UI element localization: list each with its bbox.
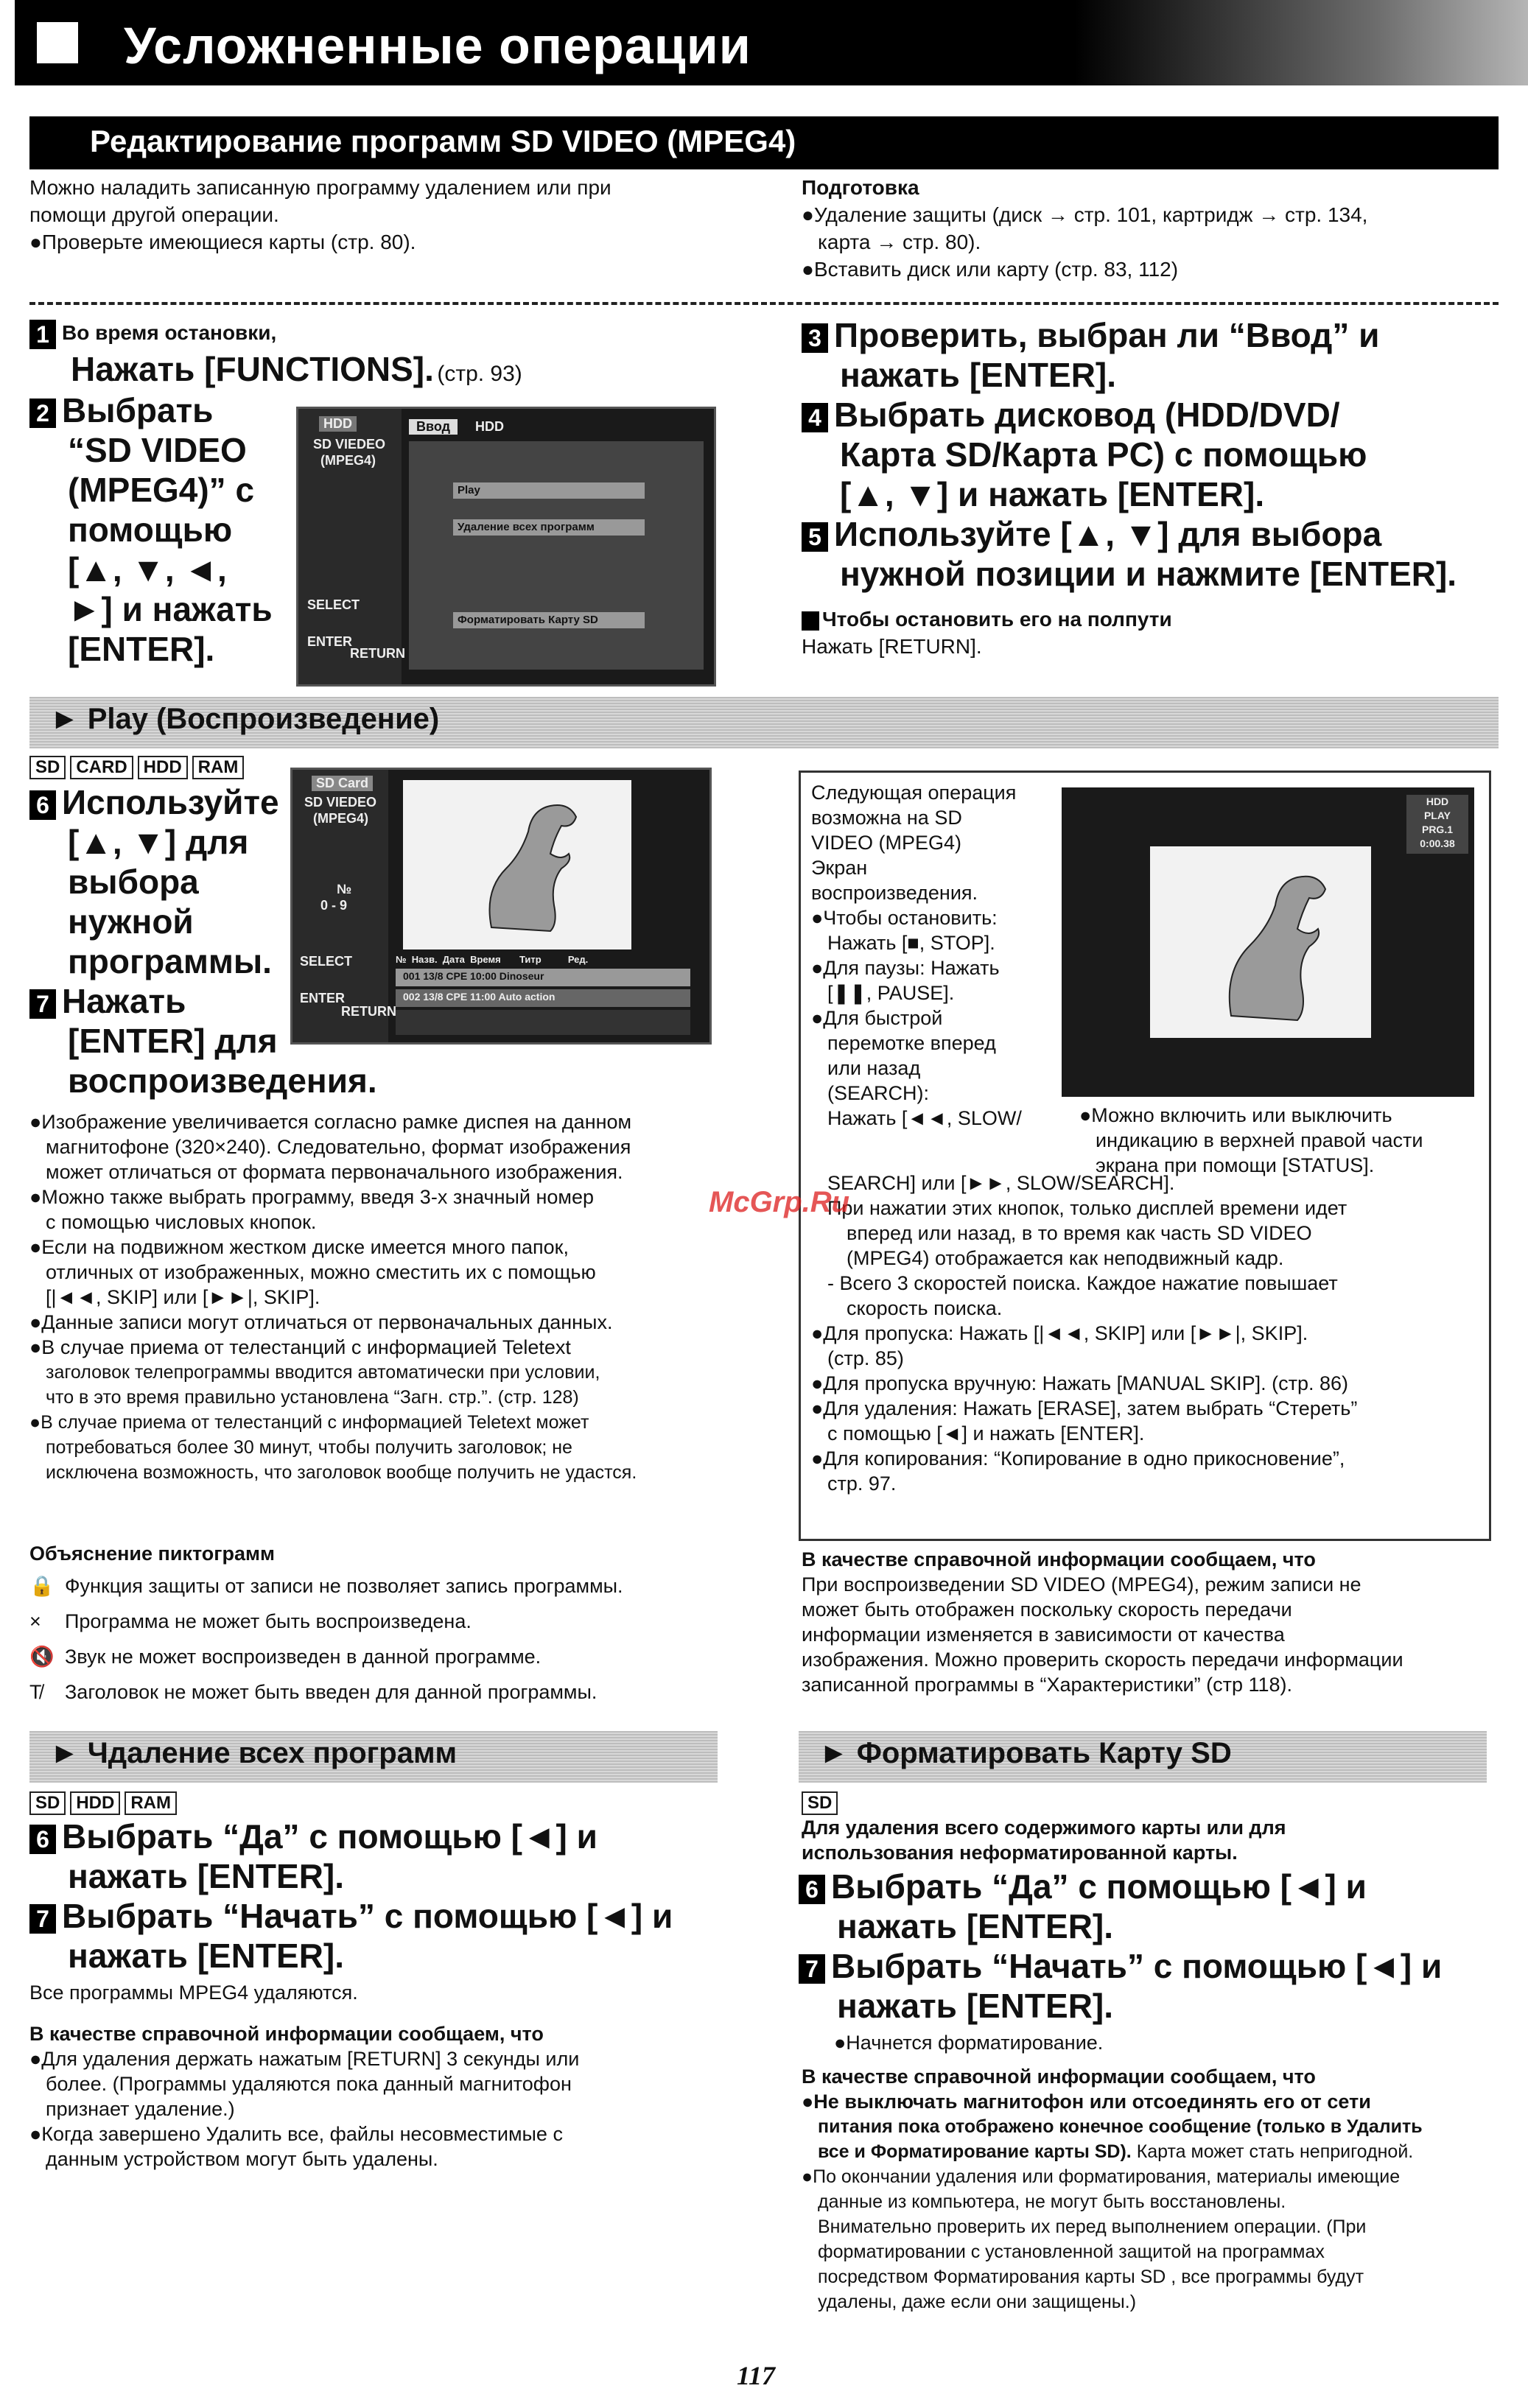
step-line: Выбрать “Да” с помощью [◄] и	[831, 1867, 1367, 1906]
info-line: информации изменяется в зависимости от качества	[802, 1624, 1285, 1646]
box-line: или назад	[827, 1057, 921, 1079]
box-line: возможна на SD	[811, 807, 962, 829]
format-steps	[799, 1867, 1506, 2026]
box-line: ●Чтобы остановить:	[811, 907, 998, 929]
media-tag: RAM	[125, 1791, 177, 1815]
icon-desc: Заголовок не может быть введен для данной программы.	[65, 1681, 597, 1703]
note-line: ●В случае приема от телестанций с информацией Teletext	[29, 1336, 571, 1358]
step-line: Выбрать “Начать” с помощью [◄] и	[62, 1897, 673, 1935]
box-line: - Всего 3 скоростей поиска. Каждое нажатие повышает	[827, 1272, 1338, 1294]
step-line: нажать [ENTER].	[68, 1857, 345, 1895]
note-line: ●В случае приема от телестанций с информацией Teletext может	[29, 1412, 589, 1433]
step-4-line: [▲, ▼] и нажать [ENTER].	[840, 475, 1265, 513]
preview-frame	[1150, 846, 1371, 1038]
step-number: 6	[29, 1825, 56, 1854]
box-line: стр. 97.	[827, 1472, 897, 1495]
box-line: ●Для паузы: Нажать	[811, 957, 1000, 979]
intro-line: Можно наладить записанную программу удалением или при	[29, 176, 611, 199]
play-title: ► Play (Воспроизведение)	[50, 703, 440, 735]
media-tag: SD	[29, 756, 66, 779]
note-line: ●Данные записи могут отличаться от первоначальных данных.	[29, 1311, 613, 1333]
info-line: изображения. Можно проверить скорость передачи информации	[802, 1649, 1403, 1671]
box-line: (стр. 85)	[827, 1347, 904, 1369]
lead-line: Для удаления всего содержимого карты или для	[802, 1816, 1286, 1839]
step-6-line: выбора	[68, 863, 199, 901]
mute-icon: 🔇	[29, 1646, 55, 1668]
box-line: [❚❚, PAUSE].	[827, 982, 955, 1004]
delete-after: Все программы MPEG4 удаляются.	[29, 1981, 358, 2004]
intro-line: ●Проверьте имеющиеся карты (стр. 80).	[29, 231, 416, 253]
box-line: (SEARCH):	[827, 1082, 930, 1104]
screen-label: 0 - 9	[320, 898, 348, 913]
info-line: посредством Форматирования карты SD , все программы будут	[818, 2267, 1364, 2287]
playback-box	[799, 771, 1491, 1541]
step-3-line: нажать [ENTER].	[840, 356, 1117, 394]
screen-panel	[409, 441, 704, 670]
step-6-line: нужной	[68, 902, 194, 941]
step-7-line: [ENTER] для	[68, 1022, 278, 1060]
box-line: воспроизведения.	[811, 882, 978, 904]
format-notes	[802, 2030, 1509, 2314]
step-2-line: помощью	[68, 510, 233, 549]
step-line: нажать [ENTER].	[837, 1907, 1114, 1945]
delete-tags	[29, 1791, 181, 1815]
osd-line: HDD	[1426, 796, 1449, 807]
delete-steps	[29, 1816, 737, 1976]
box-line: ●Для копирования: “Копирование в одно прикосновение”,	[811, 1447, 1345, 1470]
page-number: 117	[737, 2361, 776, 2390]
box-line: экрана при помощи [STATUS].	[1096, 1154, 1375, 1176]
section-title-bar	[29, 116, 1499, 169]
page-title-bar	[15, 0, 1528, 85]
format-lead	[802, 1815, 1509, 1865]
cross-icon: ×	[29, 1610, 41, 1632]
intro-line: помощи другой операции.	[29, 203, 279, 226]
icon-desc: Звук не может воспроизведен в данной программе.	[65, 1646, 542, 1668]
info-line: ●Когда завершено Удалить все, файлы несовместимые с	[29, 2123, 563, 2145]
square-icon	[37, 22, 78, 63]
screen-label: (MPEG4)	[313, 811, 369, 826]
format-title: ► Форматировать Карту SD	[819, 1737, 1232, 1769]
box-line: Нажать [◄◄, SLOW/	[827, 1107, 1022, 1129]
info-line: может быть отображен поскольку скорость передачи	[802, 1598, 1292, 1621]
note-line: с помощью числовых кнопок.	[46, 1211, 317, 1233]
info-line: более. (Программы удаляются пока данный магнитофон	[46, 2073, 572, 2095]
box-line: Следующая операция	[811, 782, 1017, 804]
note-line: ●Можно также выбрать программу, введя 3-х значный номер	[29, 1186, 595, 1208]
screen-label: (MPEG4)	[320, 453, 376, 468]
step-2	[29, 390, 295, 669]
osd-line: 0:00.38	[1420, 838, 1455, 849]
step-3-line: Проверить, выбран ли “Ввод” и	[834, 316, 1380, 354]
box-line: VIDEO (MPEG4)	[811, 832, 962, 854]
playback-rest	[811, 1170, 1474, 1496]
note-line: отличных от изображенных, можно сместить их с помощью	[46, 1261, 596, 1283]
step-1-text: Нажать [FUNCTIONS].	[71, 349, 434, 388]
box-line: SEARCH] или [►►, SLOW/SEARCH].	[827, 1172, 1175, 1194]
box-line: с помощью [◄] и нажать [ENTER].	[827, 1422, 1145, 1445]
box-line: перемотке вперед	[827, 1032, 996, 1054]
dinosaur-image	[1150, 846, 1371, 1038]
prep-line: ●Удаление защиты (диск → стр. 101, картридж → стр. 134,	[802, 203, 1368, 226]
play-header	[29, 697, 1499, 748]
format-after: ●Начнется форматирование.	[834, 2032, 1104, 2054]
icons-legend	[29, 1541, 737, 1705]
step-number: 7	[799, 1954, 825, 1984]
info-line: ●Для удаления держать нажатым [RETURN] 3 секунды или	[29, 2048, 580, 2070]
step-1	[29, 318, 737, 389]
delete-notes	[29, 1980, 737, 2172]
box-line: При нажатии этих кнопок, только дисплей времени идет	[827, 1197, 1347, 1219]
screen-label: SD VIEDEO	[313, 437, 386, 452]
box-line: ●Для удаления: Нажать [ERASE], затем выбрать “Стереть”	[811, 1397, 1358, 1419]
play-tags	[29, 756, 248, 779]
program-list-screenshot	[290, 768, 712, 1045]
box-line: скорость поиска.	[847, 1297, 1003, 1319]
note-line: может отличаться от формата первоначального изображения.	[46, 1161, 623, 1183]
screen-label: ENTER	[300, 991, 346, 1005]
prep-line: карта → стр. 80).	[818, 231, 981, 253]
page-title: Усложненные операции	[124, 17, 751, 74]
step-2-line: [ENTER].	[68, 630, 215, 668]
note-line: магнитофоне (320×240). Следовательно, формат изображения	[46, 1136, 631, 1158]
osd-panel	[1406, 795, 1468, 854]
screen-tab: HDD	[475, 419, 504, 434]
step-line: нажать [ENTER].	[68, 1937, 345, 1975]
no-title-icon: T̸	[29, 1681, 42, 1703]
list-row: 001 13/8 CPE 10:00 Dinoseur	[403, 970, 544, 982]
status-note	[1079, 1103, 1477, 1178]
info-note-1	[802, 1547, 1509, 1697]
watermark: McGrp.Ru	[709, 1186, 850, 1218]
box-line: индикацию в верхней правой части	[1096, 1129, 1423, 1151]
box-line: ●Можно включить или выключить	[1079, 1104, 1392, 1126]
square-icon	[802, 611, 819, 631]
info-line: форматировании с установленной защитой на программах	[818, 2242, 1325, 2262]
screen-label: RETURN	[341, 1004, 396, 1019]
info-title: В качестве справочной информации сообщаем, что	[29, 2023, 544, 2045]
box-line: (MPEG4) отображается как неподвижный кадр.	[847, 1247, 1284, 1269]
screen-label: ENTER	[307, 634, 353, 649]
steps-3-5	[802, 315, 1509, 594]
info-line: данным устройством могут быть удалены.	[46, 2148, 438, 2170]
step-number: 4	[802, 403, 828, 432]
icons-title: Объяснение пиктограмм	[29, 1542, 276, 1565]
step-1-ref: (стр. 93)	[437, 361, 522, 386]
info-title: В качестве справочной информации сообщаем, что	[802, 1548, 1316, 1570]
step-number: 7	[29, 989, 56, 1019]
warning-line: питания пока отображено конечное сообщение (только в Удалить	[818, 2116, 1423, 2137]
note-line: [|◄◄, SKIP] или [►►|, SKIP].	[46, 1286, 320, 1308]
intro	[29, 174, 722, 256]
step-4-line: Выбрать дисковод (HDD/DVD/	[834, 396, 1340, 434]
screen-tab: Ввод	[409, 419, 458, 435]
preview-frame	[403, 780, 631, 949]
delete-title: ► Чдаление всех программ	[50, 1737, 458, 1769]
screen-label: HDD	[319, 416, 357, 432]
step-line: Выбрать “Да” с помощью [◄] и	[62, 1817, 597, 1856]
icon-desc: Программа не может быть воспроизведена.	[65, 1610, 472, 1632]
stop-title: Чтобы остановить его на полпути	[822, 608, 1172, 631]
warning-line: Карта может стать непригодной.	[1131, 2141, 1414, 2162]
note-line: исключена возможность, что заголовок вообще получить не удастся.	[46, 1462, 637, 1483]
info-line: удалены, даже если они защищены.)	[818, 2292, 1137, 2312]
osd-line: PRG.1	[1421, 824, 1453, 835]
box-line: Нажать [■, STOP].	[827, 932, 995, 954]
note-line: ●Если на подвижном жестком диске имеется много папок,	[29, 1236, 569, 1258]
media-tag: SD	[802, 1791, 838, 1815]
step-line: нажать [ENTER].	[837, 1987, 1114, 2025]
stop-note	[802, 605, 1509, 660]
screen-label: SELECT	[300, 954, 353, 969]
step-6-line: [▲, ▼] для	[68, 823, 249, 861]
info-line: записанной программы в “Характеристики” (стр 118).	[802, 1674, 1293, 1696]
step-2-line: [▲, ▼, ◄,	[68, 550, 227, 589]
divider	[29, 302, 1499, 305]
step-2-line: “SD VIDEO	[68, 431, 247, 469]
lead-line: использования неформатированной карты.	[802, 1842, 1238, 1864]
info-title: В качестве справочной информации сообщаем, что	[802, 2065, 1316, 2088]
step-7-line: воспроизведения.	[68, 1061, 377, 1100]
step-number: 1	[29, 320, 56, 349]
note-line: что в это время правильно установлена “Загн. стр.”. (стр. 128)	[46, 1387, 579, 1408]
box-line: вперед или назад, в то время как часть SD VIDEO	[847, 1222, 1312, 1244]
lock-icon: 🔒	[29, 1575, 55, 1597]
step-6-line: Используйте	[62, 783, 279, 821]
box-line: ●Для пропуска: Нажать [|◄◄, SKIP] или [►►|, SKIP].	[811, 1322, 1308, 1344]
menu-screenshot	[296, 407, 716, 687]
step-5-line: нужной позиции и нажмите [ENTER].	[840, 555, 1457, 593]
screen-label: RETURN	[350, 646, 405, 661]
prep-line: ●Вставить диск или карту (стр. 83, 112)	[802, 258, 1179, 281]
step-1-condition: Во время остановки,	[62, 321, 277, 344]
step-5-line: Используйте [▲, ▼] для выбора	[834, 515, 1382, 553]
step-line: Выбрать “Начать” с помощью [◄] и	[831, 1947, 1443, 1985]
warning-line: все и Форматирование карты SD).	[818, 2141, 1132, 2162]
screen-label: SD VIEDEO	[304, 795, 377, 810]
info-line: ●По окончании удаления или форматирования, материалы имеющие	[802, 2166, 1401, 2187]
step-2-line: ►] и нажать	[68, 590, 273, 628]
screen-label: SELECT	[307, 597, 360, 612]
step-number: 2	[29, 399, 56, 428]
icon-desc: Функция защиты от записи не позволяет запись программы.	[65, 1575, 623, 1597]
warning-line: ●Не выключать магнитофон или отсоединять его от сети	[802, 2091, 1371, 2113]
info-line: признает удаление.)	[46, 2098, 235, 2120]
screen-item: Форматировать Карту SD	[458, 614, 598, 626]
delete-header	[29, 1731, 718, 1783]
media-tag: HDD	[138, 756, 188, 779]
preparation	[802, 174, 1509, 283]
screen-item: Удаление всех программ	[458, 521, 595, 533]
stop-text: Нажать [RETURN].	[802, 635, 982, 658]
step-number: 3	[802, 323, 828, 353]
info-line: данные из компьютера, не могут быть восстановлены.	[818, 2191, 1286, 2212]
play-notes	[29, 1109, 737, 1485]
list-row: 002 13/8 CPE 11:00 Auto action	[403, 991, 556, 1003]
note-line: ●Изображение увеличивается согласно рамке диспея на данном	[29, 1111, 632, 1133]
dinosaur-image	[403, 780, 631, 949]
format-tags	[802, 1791, 842, 1815]
note-line: потребоваться более 30 минут, чтобы получить заголовок; не	[46, 1437, 572, 1458]
screen-label: SD Card	[312, 776, 373, 791]
osd-line: PLAY	[1423, 810, 1451, 821]
media-tag: SD	[29, 1791, 66, 1815]
screen-item: Play	[458, 484, 480, 496]
step-2-line: (MPEG4)” с	[68, 471, 255, 509]
step-6-line: программы.	[68, 942, 272, 980]
format-header	[799, 1731, 1487, 1783]
prep-title: Подготовка	[802, 176, 919, 199]
step-number: 6	[29, 790, 56, 820]
info-line: Внимательно проверить их перед выполнением операции. (При	[818, 2216, 1367, 2237]
box-line: Экран	[811, 857, 868, 879]
step-7-line: Нажать	[62, 982, 186, 1020]
info-line: При воспроизведении SD VIDEO (MPEG4), режим записи не	[802, 1573, 1361, 1596]
step-number: 6	[799, 1875, 825, 1904]
step-number: 7	[29, 1904, 56, 1934]
step-2-line: Выбрать	[62, 391, 214, 429]
media-tag: RAM	[192, 756, 245, 779]
box-line: ●Для быстрой	[811, 1007, 943, 1029]
note-line: заголовок телепрограммы вводится автоматически при условии,	[46, 1362, 600, 1383]
playback-screenshot	[1062, 787, 1474, 1097]
media-tag: HDD	[70, 1791, 120, 1815]
box-line: ●Для пропуска вручную: Нажать [MANUAL SKIP]. (стр. 86)	[811, 1372, 1349, 1394]
screen-label: №	[337, 882, 352, 896]
step-4-line: Карта SD/Карта PC) с помощью	[840, 435, 1367, 474]
list-header: № Назв. Дата Время Титр Ред.	[396, 954, 589, 965]
media-tag: CARD	[70, 756, 133, 779]
section-title: Редактирование программ SD VIDEO (MPEG4)	[90, 124, 796, 158]
playback-intro	[811, 780, 1076, 1131]
step-number: 5	[802, 522, 828, 552]
